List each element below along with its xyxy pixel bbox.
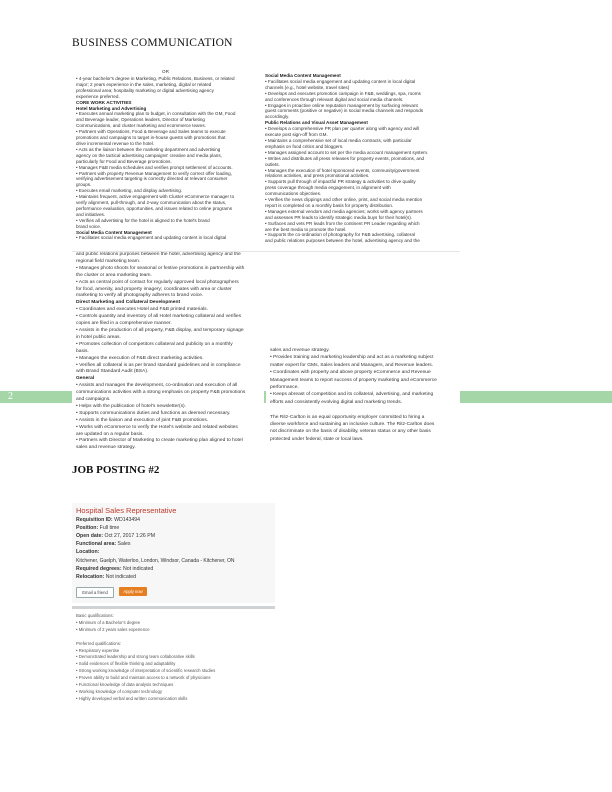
text-line: • Partners with Director of Marketing to create marketing plan aligned to hotel (76, 438, 243, 444)
text-line: drive incremental revenue to the hotel. (76, 140, 155, 146)
text-line: brand voice. (76, 223, 102, 229)
text-line: • Assists and manages the development, co-ordination and execution of all (76, 383, 238, 389)
text-line: • Acts as the liaison between the marketing department and advertising (76, 146, 221, 152)
text-line: marketing to verify all photography adheres to brand voice. (76, 293, 204, 299)
right-top-column (265, 73, 460, 245)
text-line: diverse workforce and sustaining an inclusive culture. The Ritz-Carlton does (270, 422, 435, 428)
or-label: OR (162, 69, 169, 74)
text-line: relations activities, and press promotional activities. (265, 173, 370, 179)
text-line: • Engages in proactive online reputation management by surfacing relevant (265, 102, 418, 108)
text-line: • Develops a comprehensive PR plan per quarter along with agency and will (265, 126, 420, 132)
text-line: • Works with eCommerce to verify the Hotel's website and related websites (76, 424, 238, 430)
job-posting-card (72, 503, 275, 603)
text-line: and Beverage leader, Operations leaders, Director of Marketing (76, 117, 205, 123)
text-line: for food, amenity, and property imagery; coordinates with area or cluster (76, 286, 232, 292)
text-line: sales and revenue strategy. (270, 348, 330, 353)
text-line: • Coordinates with property and above property eCommerce and Revenue (270, 370, 431, 376)
qualification-line: • Respiratory expertise (76, 647, 120, 653)
text-line: particularly for Food and Beverage promotions. (76, 158, 172, 164)
text-line: • Writes and distributes all press releases for property events, promotions, and (265, 155, 425, 161)
page-title: BUSINESS COMMUNICATION (72, 37, 233, 49)
text-line: • Verifies all advertising for the hotel is aligned to the hotel's brand (76, 217, 210, 223)
text-line: channels (e.g., hotel website, travel sites) (265, 84, 350, 90)
left-middle-column (76, 252, 262, 454)
text-line: communications objectives. (265, 191, 322, 197)
qualification-line: • Minimum of a Bachelor's degree (76, 619, 141, 625)
column-divider-right (265, 251, 460, 252)
qualifications-top-border (72, 606, 275, 609)
text-line: • Executes email marketing, and display advertising. (76, 188, 183, 194)
text-line: and campaigns. (76, 397, 111, 403)
text-line: • Controls quantity and inventory of all Hotel marketing collateral and verifies (76, 314, 242, 320)
text-line: Hotel Marketing and Advertising (76, 105, 147, 111)
left-top-column (76, 76, 262, 244)
relocation-row: Relocation: Not indicated (76, 574, 136, 580)
qualification-line: • Working knowledge of computer technology (76, 688, 162, 694)
location-value: Kitchener, Guelph, Waterloo, London, Windsor, Canada - Kitchener, ON (76, 558, 235, 564)
text-line: matter expert for GMs, Sales leaders and Managers, and Revenue leaders. (270, 362, 434, 368)
text-line: experience preferred. (76, 93, 120, 99)
text-line: press coverage through media engagement, in alignment with (265, 185, 391, 191)
text-line: • 4-year bachelor's degree in Marketing, Public Relations, Business, or related (76, 76, 235, 81)
text-line: protected under federal, state or local laws. (270, 436, 364, 442)
text-line: • Manages assigned account to set per the media account management system. (265, 149, 429, 155)
text-line: and assesses PR leads to identify strategic media buys for their hotel(s). (265, 214, 413, 220)
text-line: emphasis on food critics and bloggers. (265, 143, 344, 149)
text-line: with Brand Standard Audit (BSA). (76, 369, 149, 375)
text-line: Management teams to report success of property marketing and eCommerce (270, 377, 437, 383)
location-label: Location: (76, 549, 100, 555)
text-line: accordingly. (265, 114, 290, 120)
text-line: outlets. (265, 161, 280, 167)
text-line: are updated on a regular basis. (76, 431, 144, 437)
section-title: JOB POSTING #2 (72, 464, 160, 476)
text-line: execute post sign-off from GM. (265, 132, 328, 138)
text-line: • Maintains frequent, active engagement with Cluster eCommerce manager to (76, 194, 235, 200)
text-line: • Provides training and marketing leadership and act as a marketing subject (270, 355, 434, 361)
text-line: • Manages the execution of F&B direct marketing activities. (76, 355, 204, 361)
right-middle-column (270, 347, 460, 447)
text-line: report is completed on a monthly basis for property distribution. (265, 202, 394, 208)
qualification-line: • Functional knowledge of data analysis techniques (76, 682, 174, 688)
text-line: • Manages the execution of hotel sponsored events, community/government (265, 167, 420, 173)
text-line: and conferences through relevant digital and social media channels. (265, 96, 404, 102)
text-line: Communications, and cluster marketing and ecommerce teams. (76, 123, 206, 129)
qualifications-text (76, 613, 215, 703)
qualifications-panel (72, 606, 275, 708)
qualification-line: Basic qualifications: (76, 613, 114, 618)
text-line: not discriminate on the basis of disability, veteran status or any other basis (270, 429, 431, 435)
degrees-row: Required degrees: Not indicated (76, 566, 154, 572)
text-line: and public relations purposes between the hotel, advertising agency and the (265, 238, 420, 244)
text-line: • Keeps abreast of competition and its collateral, advertising, and marketing (270, 392, 434, 398)
text-line (270, 406, 460, 413)
text-line: • Acts as central point of contact for regularly approved local photographers (76, 279, 239, 285)
text-line: the cluster or area marketing team. (76, 272, 152, 278)
text-line: • Supports pull through of impactful PR strategy & activities to drive quality (265, 179, 416, 185)
text-line: • Develops and executes promotion campaign in F&B, weddings, spa, rooms (265, 90, 421, 96)
text-line: verify alignment, pull-through, and 2-way communication about the status, (76, 200, 227, 206)
text-line: promotions and campaigns to target in-house guests with promotions that (76, 135, 226, 141)
text-line: major; 2 years experience in the sales, marketing, digital or related (76, 81, 212, 87)
text-line: • Helps with the publication of hotel's newsletter(s). (76, 403, 187, 409)
text-line: are the best media to promote the hotel. (265, 226, 347, 232)
text-line: • Facilitates social media engagement and updating content in local digital (76, 235, 227, 241)
text-line: • Facilitates social media engagement and updating content in local digital (265, 78, 416, 84)
text-line: groups. (76, 182, 92, 188)
text-line: efforts and consistently evolving digital and marketing trends. (270, 399, 403, 405)
qualification-line: • Solid evidences of flexible thinking and adaptability (76, 661, 176, 667)
text-line: and public relations purposes between the hotel, advertising agency and the (76, 252, 241, 257)
text-line: • Manages F&B media schedules and verifies prompt settlement of accounts. (76, 164, 233, 170)
text-line: • Executes annual marketing plan to budget, in consultation with the GM, Food (76, 111, 236, 117)
page-number-bar-right (460, 391, 612, 403)
qualification-line: • Proven ability to build and maintain access to a network of physicians (76, 675, 211, 681)
qualification-line: • Strong working knowledge of interpretation of scientific research studies (76, 668, 216, 674)
text-line: • Partners with Operations, Food & Beverage and Sales teams to execute (76, 129, 226, 135)
qualification-line: • Minimum of 2 years sales experience (76, 626, 150, 632)
text-line: • Assists in the liaison and execution of joint F&B promotions. (76, 417, 209, 423)
qualification-line: Preferred qualifications: (76, 640, 122, 646)
text-line: sales and revenue strategy. (76, 445, 136, 451)
apply-now-button[interactable]: Apply now (119, 587, 147, 596)
text-line: • Supports the co-ordination of photography for F&B advertising, collateral (265, 232, 415, 238)
position-row: Position: Full time (76, 525, 120, 531)
text-line: performance evaluation, opportunities, and issues related to online programs (76, 205, 233, 211)
text-line: guest comments (positive or negative) in social media channels and responds (265, 108, 424, 114)
text-line: • Surfaces and vets PR leads from the continent PR Leader regarding which (265, 220, 420, 226)
text-line: • Partners with property Revenue Management to verify correct offer loading, (76, 170, 233, 176)
text-line: CORE WORK ACTIVITIES (76, 99, 132, 105)
text-line: agency on the tactical advertising campaigns' creative and media plans, (76, 152, 222, 158)
text-line: • Verifies all collateral is as per brand standard guidelines and in compliance (76, 362, 241, 368)
text-line: Direct Marketing and Collateral Development (76, 300, 181, 306)
text-line: basis. (76, 348, 89, 354)
text-line: • Promotes collection of competitors collateral and publicity on a monthly (76, 341, 233, 347)
text-line: in hotel public areas. (76, 334, 121, 340)
open-date-row: Open date: Oct 27, 2017 1:26 PM (76, 533, 156, 539)
text-line: • Assists in the production of all property, F&B display, and temporary signage (76, 327, 244, 333)
text-line: • Manages photo shoots for seasonal or festive promotions in partnership with (76, 265, 245, 271)
qualification-line: • Demonstrated leadership and strong team collaborative skills (76, 654, 195, 660)
page-number: 2 (8, 391, 14, 402)
email-friend-button[interactable]: Email a friend (76, 587, 114, 598)
text-line: verifying advertisement targeting is correctly directed at relevant consumer (76, 176, 228, 182)
text-line: The Ritz-Carlton is an equal opportunity employer committed to hiring a (270, 414, 425, 420)
text-line: • Coordinates and executes Hotel and F&B printed materials. (76, 307, 208, 313)
text-line: Social Media Content Management (76, 229, 152, 235)
text-line: • Verifies the news clippings and other online, print, and social media mention (265, 197, 423, 203)
functional-area-row: Functional area: Sales (76, 541, 131, 547)
text-line: • Manages external vendors and media agencies; works with agency partners (265, 208, 423, 214)
text-line: professional area; hospitality marketing or digital advertising agency (76, 87, 214, 93)
text-line: Public Relations and Visual Asset Management (265, 120, 368, 126)
text-line: communications activities with a strong emphasis on property F&B promotions (76, 390, 246, 396)
text-line: regional field marketing team. (76, 258, 141, 264)
text-line: • Maintains a comprehensive set of local media contracts, with particular (265, 137, 412, 143)
qualification-line: • Highly developed verbal and written communication skills (76, 695, 188, 701)
spacer (76, 634, 215, 641)
text-line: General (76, 376, 95, 382)
page-number-bar-mid (264, 391, 266, 403)
text-line: and initiatives. (76, 211, 106, 217)
requisition-row: Requisition ID: WD143494 (76, 517, 141, 523)
text-line: performance. (270, 385, 299, 391)
text-line: Social Media Content Management (265, 73, 341, 78)
text-line: copies are filed in a comprehensive manner. (76, 321, 172, 327)
job-title: Hospital Sales Representative (76, 506, 177, 515)
text-line: • Supports communications duties and functions as deemed necessary. (76, 410, 231, 416)
